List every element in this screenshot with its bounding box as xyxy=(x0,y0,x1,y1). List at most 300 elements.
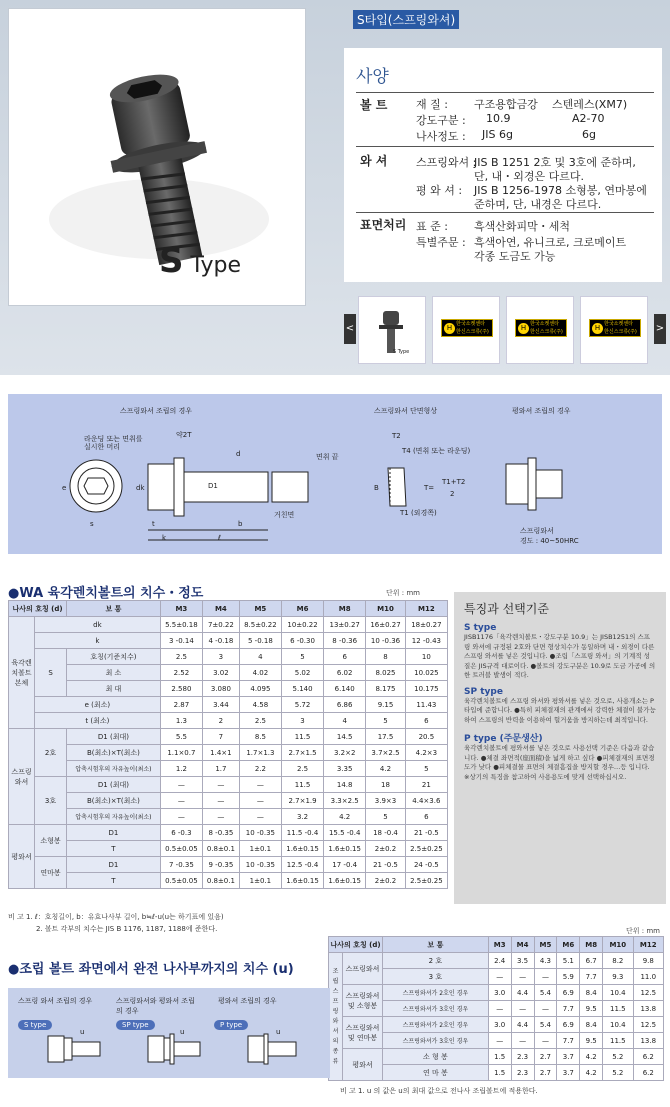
table-cell: 24 -0.5 xyxy=(405,857,447,873)
table-cell: D1 xyxy=(67,857,161,873)
table-cell: 소 형 봉 xyxy=(383,1049,489,1065)
table-cell: M10 xyxy=(366,601,406,617)
table-cell: — xyxy=(160,793,202,809)
table-cell: 1.6±0.15 xyxy=(324,841,366,857)
table-cell: 21 -0.5 xyxy=(366,857,406,873)
diagram-title-3: 평와셔 조립의 경우 xyxy=(512,407,571,415)
table-cell: M3 xyxy=(160,601,202,617)
flat-washer-value: JIS B 1256-1978 소형봉, 연마봉에 xyxy=(474,184,647,197)
table-cell: 7±0.22 xyxy=(202,617,239,633)
table-cell: M10 xyxy=(603,937,633,953)
table-cell: 스프링와셔 및 소형봉 xyxy=(343,985,383,1017)
table-cell: 연마봉 xyxy=(35,857,67,889)
wa-unit: 단위 : mm xyxy=(386,589,420,597)
table-cell: 13.8 xyxy=(633,1033,663,1049)
label-k: k xyxy=(162,534,167,542)
table-cell: — xyxy=(239,793,281,809)
tag-p-type: P type xyxy=(214,1020,248,1030)
table-cell: 스프링와셔가 2호인 경우 xyxy=(383,985,489,1001)
table-row xyxy=(329,937,664,953)
table-cell: 스프링와셔가 3호인 경우 xyxy=(383,1001,489,1017)
type-label xyxy=(159,241,241,281)
table-cell: 7 -0.35 xyxy=(160,857,202,873)
label-t1: T1 (외경쪽) xyxy=(400,509,437,517)
bolt-photo-icon xyxy=(9,9,307,307)
features-panel xyxy=(454,592,666,904)
company-logo xyxy=(515,319,567,337)
table-cell: — xyxy=(511,1001,534,1017)
table-cell: 3.7×2.5 xyxy=(366,745,406,761)
company-logo xyxy=(441,319,493,337)
feature-p-text: 육각렌치볼트에 평와셔를 넣은 것으로 사용선택 기준은 다음과 같습니다. ●체결 좌면적(座面積)을 넓게 하고 싶다 ●피체결재의 표면경도가 낮다 ●피체결물 표면의 체결흠집을 방지할 경우…등 입니다. ※상기의 특징을 참고하여 사용용도에 맞게 선택하십시오. xyxy=(464,744,655,781)
table-cell: 3.7 xyxy=(557,1049,580,1065)
next-arrow-icon[interactable]: > xyxy=(654,314,666,344)
table-cell: 5 xyxy=(366,809,406,825)
table-cell: 최 대 xyxy=(67,681,161,697)
table-cell: 1.5 xyxy=(488,1049,511,1065)
table-cell: 5.2 xyxy=(603,1065,633,1081)
table-cell: M6 xyxy=(557,937,580,953)
flat-washer-value2: 준하며, 단, 내경은 다르다. xyxy=(474,198,602,211)
spring-washer-value: JIS B 1251 2호 및 3호에 준하며, xyxy=(474,156,636,169)
table-cell: 7.7 xyxy=(557,1001,580,1017)
table-cell: 11.5 xyxy=(603,1001,633,1017)
table-cell: 1.1×0.7 xyxy=(160,745,202,761)
table-cell: 7.7 xyxy=(580,969,603,985)
table-cell: M8 xyxy=(580,937,603,953)
table-cell: 3 호 xyxy=(383,969,489,985)
table-cell: 3.080 xyxy=(202,681,239,697)
table-cell: 5 -0.18 xyxy=(239,633,281,649)
table-cell: 연 마 봉 xyxy=(383,1065,489,1081)
table-cell: 3 -0.14 xyxy=(160,633,202,649)
label-s: s xyxy=(90,520,94,528)
label-formula: T= xyxy=(424,484,435,492)
label-spring-washer: 스프링와셔 xyxy=(520,527,554,535)
spring-washer-value2: 단, 내・외경은 다르다. xyxy=(474,170,584,183)
table-cell: 11.43 xyxy=(405,697,447,713)
table-cell: 1.7 xyxy=(202,761,239,777)
table-cell: 8 xyxy=(366,649,406,665)
table-cell: 1±0.1 xyxy=(239,873,281,889)
table-cell: 2 호 xyxy=(383,953,489,969)
table-cell: 6.02 xyxy=(324,665,366,681)
table-cell: 3 xyxy=(281,713,323,729)
table-cell: 2.7×1.5 xyxy=(281,745,323,761)
asm-caption-p: 평와셔 조립의 경우 xyxy=(218,997,277,1005)
table-cell: 2호 xyxy=(35,729,67,777)
table-cell: 1.5 xyxy=(488,1065,511,1081)
accuracy-key: 나사정도 : xyxy=(416,130,466,143)
table-cell: 8.4 xyxy=(580,985,603,1001)
table-cell: 4.2 xyxy=(580,1065,603,1081)
table-cell: 3.0 xyxy=(488,1017,511,1033)
logo-text: 한신스크류(주) xyxy=(530,329,563,335)
spec-divider xyxy=(356,212,654,213)
table-cell: — xyxy=(511,1033,534,1049)
thumbnail-4[interactable] xyxy=(580,296,648,364)
table-cell: 8.4 xyxy=(580,1017,603,1033)
table-cell: 7.7 xyxy=(557,1033,580,1049)
table-cell: — xyxy=(534,1001,557,1017)
table-cell: 5 xyxy=(405,761,447,777)
table-cell: 3.02 xyxy=(202,665,239,681)
material-value-sus: 스텐레스(XM7) xyxy=(552,98,628,111)
spring-washer-key: 스프링와셔 : xyxy=(416,156,477,169)
asm-caption-sp: 스프링와셔와 평와셔 조립의 경우 xyxy=(116,997,195,1015)
table-cell: 5.02 xyxy=(281,665,323,681)
table-cell: 10 -0.36 xyxy=(366,633,406,649)
table-cell: 5.5 xyxy=(160,729,202,745)
table-cell: 5.1 xyxy=(557,953,580,969)
table-cell: T xyxy=(67,841,161,857)
table-cell: 8 -0.36 xyxy=(324,633,366,649)
table-cell: S xyxy=(35,649,67,697)
surface-std-value: 흑색산화피막・세척 xyxy=(474,220,571,233)
table-row xyxy=(9,809,448,825)
u-note: 비 고 1. u 의 값은 u의 최대 값으로 전나사 조립볼트에 적용한다. xyxy=(340,1087,538,1095)
table-cell: 14.8 xyxy=(324,777,366,793)
table-cell: t (최소) xyxy=(35,713,161,729)
table-cell: 4.58 xyxy=(239,697,281,713)
table-cell: M4 xyxy=(202,601,239,617)
table-cell: 6 xyxy=(405,713,447,729)
table-row xyxy=(329,1017,664,1033)
logo-text: 한국소켓센타 xyxy=(456,321,485,327)
table-cell: 4.4 xyxy=(511,985,534,1001)
table-cell: — xyxy=(202,793,239,809)
table-cell: 8.025 xyxy=(366,665,406,681)
table-cell: 8.5±0.22 xyxy=(239,617,281,633)
table-cell: 2 xyxy=(202,713,239,729)
table-cell: 3.3×2.5 xyxy=(324,793,366,809)
table-cell: 4.3 xyxy=(534,953,557,969)
feature-s-type: S type xyxy=(464,623,497,633)
logo-text: 한국소켓센타 xyxy=(604,321,633,327)
surface-label: 표면처리 xyxy=(360,218,407,232)
table-cell: 4.02 xyxy=(239,665,281,681)
thumbnail-2[interactable] xyxy=(432,296,500,364)
table-cell: 9 -0.35 xyxy=(202,857,239,873)
table-cell: e (최소) xyxy=(35,697,161,713)
label-dk: dk xyxy=(136,484,145,492)
table-row xyxy=(9,793,448,809)
table-cell: 2.87 xyxy=(160,697,202,713)
table-cell: B(최소)×T(최소) xyxy=(67,745,161,761)
special-order-value2: 각종 도금도 가능 xyxy=(474,250,556,263)
assembly-drawing-icon xyxy=(8,988,330,1078)
surface-std-key: 표 준 : xyxy=(416,220,448,233)
table-cell: 12.5 xyxy=(633,1017,663,1033)
table-row xyxy=(329,1049,664,1065)
table-cell: 0.5±0.05 xyxy=(160,841,202,857)
table-cell: 11.0 xyxy=(633,969,663,985)
table-row xyxy=(9,729,448,745)
label-head-round-2: 실시한 머리 xyxy=(84,443,121,451)
table-row xyxy=(329,953,664,969)
table-row xyxy=(9,777,448,793)
table-cell: 1.2 xyxy=(160,761,202,777)
table-cell: B(최소)×T(최소) xyxy=(67,793,161,809)
table-cell: 10.025 xyxy=(405,665,447,681)
table-cell: 6.2 xyxy=(633,1065,663,1081)
table-cell: 4.095 xyxy=(239,681,281,697)
table-cell: 소형봉 xyxy=(35,825,67,857)
table-cell: 스프링와셔 xyxy=(343,953,383,985)
table-cell: 2.5±0.25 xyxy=(405,873,447,889)
table-cell: — xyxy=(511,969,534,985)
special-order-key: 특별주문 : xyxy=(416,236,466,249)
wa-table-title: ●WA 육각렌치볼트의 치수・정도 xyxy=(8,586,204,601)
table-cell: — xyxy=(239,777,281,793)
logo-text: 한국소켓센타 xyxy=(530,321,559,327)
label-t2: T2 xyxy=(392,432,401,440)
spec-panel xyxy=(344,48,662,282)
label-two: 2 xyxy=(450,490,455,498)
table-cell: — xyxy=(239,809,281,825)
table-cell: 4.2 xyxy=(324,809,366,825)
table-cell: 17 -0.4 xyxy=(324,857,366,873)
table-cell: 1.4×1 xyxy=(202,745,239,761)
table-cell: M12 xyxy=(633,937,663,953)
table-cell: 6 -0.3 xyxy=(160,825,202,841)
table-cell: 15.5 -0.4 xyxy=(324,825,366,841)
type-word: Type xyxy=(190,253,242,278)
table-cell: 호칭(기준치수) xyxy=(67,649,161,665)
table-cell: 3.5 xyxy=(511,953,534,969)
table-cell: 5.4 xyxy=(534,985,557,1001)
features-title: 특징과 선택기준 xyxy=(464,602,549,616)
table-cell: 5.140 xyxy=(281,681,323,697)
spec-title: 사양 xyxy=(356,67,389,87)
table-cell: 1.7×1.3 xyxy=(239,745,281,761)
table-cell: 스프링와셔가 3호인 경우 xyxy=(383,1033,489,1049)
label-d1: D1 xyxy=(208,482,218,490)
table-cell: 10 -0.35 xyxy=(239,857,281,873)
table-cell: 보 통 xyxy=(383,937,489,953)
table-row xyxy=(329,985,664,1001)
table-cell: 3.0 xyxy=(488,985,511,1001)
thumbnail-1[interactable] xyxy=(358,296,426,364)
label-chamfer: 면취 끝 xyxy=(316,453,339,461)
spec-divider xyxy=(356,146,654,147)
table-cell: 10.4 xyxy=(603,1017,633,1033)
table-row xyxy=(9,873,448,889)
asm-u-2: u xyxy=(180,1028,185,1036)
table-cell: 13±0.27 xyxy=(324,617,366,633)
table-cell: 6.9 xyxy=(557,985,580,1001)
table-cell: 4 xyxy=(324,713,366,729)
table-cell: 6.7 xyxy=(580,953,603,969)
table-cell: k xyxy=(35,633,161,649)
table-cell: T xyxy=(67,873,161,889)
bolt-label: 볼 트 xyxy=(360,98,388,112)
asm-caption-s: 스프링 와셔 조립의 경우 xyxy=(18,997,93,1005)
table-cell: 12.5 -0.4 xyxy=(281,857,323,873)
table-cell: 10.175 xyxy=(405,681,447,697)
strength-value: 10.9 xyxy=(486,112,511,125)
table-cell: 21 -0.5 xyxy=(405,825,447,841)
table-cell: 4.2 xyxy=(580,1049,603,1065)
table-cell: 5 xyxy=(366,713,406,729)
group-body: 육각렌치볼트본체 xyxy=(9,617,35,729)
asm-u-3: u xyxy=(276,1028,281,1036)
table-cell: — xyxy=(160,777,202,793)
table-row xyxy=(9,681,448,697)
table-cell: M8 xyxy=(324,601,366,617)
table-cell: D1 (최대) xyxy=(67,729,161,745)
table-cell: 2.3 xyxy=(511,1049,534,1065)
table-cell: 6 xyxy=(405,809,447,825)
label-incomplete: 거친면 xyxy=(274,511,295,519)
table-cell: 17.5 xyxy=(366,729,406,745)
table-cell: 18 -0.4 xyxy=(366,825,406,841)
company-logo xyxy=(589,319,641,337)
wa-note-1: 비 고 1. ℓ：호칭길이, b：유효나사부 길이, b≒ℓ-u(u는 하기표에 있음) xyxy=(8,913,224,921)
table-cell: 9.5 xyxy=(580,1001,603,1017)
table-cell: 8 -0.35 xyxy=(202,825,239,841)
table-cell: — xyxy=(488,1033,511,1049)
table-cell: 8.5 xyxy=(239,729,281,745)
u-table-title: ●조립 볼트 좌면에서 완전 나사부까지의 치수 (u) xyxy=(8,962,294,977)
strength-key: 강도구분 : xyxy=(416,114,466,127)
table-cell: 9.3 xyxy=(603,969,633,985)
thumbnail-3[interactable] xyxy=(506,296,574,364)
table-cell: 6.86 xyxy=(324,697,366,713)
table-row xyxy=(9,857,448,873)
u-side-label: 조립스프링와셔의종류 xyxy=(329,953,343,1081)
table-cell: — xyxy=(488,1001,511,1017)
u-unit: 단위 : mm xyxy=(626,927,660,935)
strength-value-sus: A2-70 xyxy=(572,112,605,125)
diagram-title-1: 스프링와셔 조립의 경우 xyxy=(120,407,193,415)
table-cell: 3.35 xyxy=(324,761,366,777)
table-cell: 11.5 xyxy=(281,729,323,745)
table-cell: 8.175 xyxy=(366,681,406,697)
table-cell: 2±0.2 xyxy=(366,873,406,889)
accuracy-value-sus: 6g xyxy=(582,128,596,141)
table-cell: 9.8 xyxy=(633,953,663,969)
table-cell: 14.5 xyxy=(324,729,366,745)
product-photo xyxy=(8,8,306,306)
table-cell: 2.5 xyxy=(239,713,281,729)
bolt-thumb-icon xyxy=(359,297,425,363)
table-cell: 5 xyxy=(281,649,323,665)
table-cell: 2.2 xyxy=(239,761,281,777)
col-head-normal: 보 통 xyxy=(67,601,161,617)
u-dimension-table xyxy=(328,936,664,1081)
table-cell: 7 xyxy=(202,729,239,745)
table-cell: 1.3 xyxy=(160,713,202,729)
table-cell: 4 xyxy=(239,649,281,665)
table-cell: 1.6±0.15 xyxy=(281,841,323,857)
table-cell: — xyxy=(534,969,557,985)
table-cell: 2.5 xyxy=(281,761,323,777)
table-row xyxy=(9,697,448,713)
label-2t: 약2T xyxy=(176,431,192,439)
table-cell: 평와셔 xyxy=(343,1049,383,1081)
table-cell: 5.2 xyxy=(603,1049,633,1065)
feature-s-text: JISB1176「육각렌치볼트・강도구분 10.9」는 JISB1251의 스프링 와셔에 규정된 2호와 단면 형상치수가 동일하며 내・외경이 다른 스프링 와셔를 넣은 것입니다. ●조립「스프링 와셔」의 기계적 성질은 JIS규격 대로이다. ●볼트의 강도구분은 10.9로 도금 가공에 의한 트러블 발생이 적다. xyxy=(464,633,656,679)
table-cell: 4.4 xyxy=(511,1017,534,1033)
table-cell: 2.7 xyxy=(534,1049,557,1065)
table-cell: 5.9 xyxy=(557,969,580,985)
thumb-type-label: S Type xyxy=(393,349,410,355)
table-cell: 5.5±0.18 xyxy=(160,617,202,633)
table-cell: 압축시험후의 자유높이(최소) xyxy=(67,809,161,825)
table-cell: 5.72 xyxy=(281,697,323,713)
col-head-size: 나사의 호칭 (d) xyxy=(9,601,67,617)
table-cell: 4.2×3 xyxy=(405,745,447,761)
table-cell: — xyxy=(488,969,511,985)
table-cell: 11.5 xyxy=(281,777,323,793)
table-cell: 16±0.27 xyxy=(366,617,406,633)
table-row xyxy=(9,633,448,649)
diagram-title-2: 스프링와셔 단면형상 xyxy=(374,407,438,415)
table-row xyxy=(9,841,448,857)
assembly-diagram xyxy=(8,988,330,1078)
table-cell: 1.6±0.15 xyxy=(281,873,323,889)
table-row xyxy=(9,617,448,633)
table-row xyxy=(9,761,448,777)
table-cell: 6.2 xyxy=(633,1049,663,1065)
table-cell: 8.2 xyxy=(603,953,633,969)
table-cell: 2.3 xyxy=(511,1065,534,1081)
wa-note-2: 2. 볼트 각부의 치수는 JIS B 1176, 1187, 1188에 준한다. xyxy=(36,925,218,933)
table-cell: 3.2 xyxy=(281,809,323,825)
table-cell: 12 -0.43 xyxy=(405,633,447,649)
table-cell: 나사의 호칭 (d) xyxy=(329,937,383,953)
table-cell: 10 -0.35 xyxy=(239,825,281,841)
table-row xyxy=(9,825,448,841)
table-row xyxy=(9,713,448,729)
table-cell: 10±0.22 xyxy=(281,617,323,633)
accuracy-value: JIS 6g xyxy=(482,128,513,141)
table-cell: 3호 xyxy=(35,777,67,825)
label-hardness: 경도 : 40~50HRC xyxy=(520,537,579,545)
table-cell: 2±0.2 xyxy=(366,841,406,857)
table-cell: 11.5 xyxy=(603,1033,633,1049)
table-cell: 2.5±0.25 xyxy=(405,841,447,857)
table-cell: 12.5 xyxy=(633,985,663,1001)
table-row xyxy=(9,745,448,761)
feature-p-type: P type (주문생산) xyxy=(464,734,543,744)
table-cell: 18 xyxy=(366,777,406,793)
spec-divider xyxy=(356,92,654,93)
label-t4: T4 (면취 또는 라운딩) xyxy=(402,447,471,455)
table-cell: 11.5 -0.4 xyxy=(281,825,323,841)
table-cell: 6.140 xyxy=(324,681,366,697)
table-cell: 9.5 xyxy=(580,1033,603,1049)
table-cell: M3 xyxy=(488,937,511,953)
table-cell: 21 xyxy=(405,777,447,793)
logo-text: 한신스크류(주) xyxy=(604,329,637,335)
type-badge: S타입(스프링와셔) xyxy=(353,10,459,29)
table-cell: 압축시험후의 자유높이(최소) xyxy=(67,761,161,777)
table-cell: 5.4 xyxy=(534,1017,557,1033)
table-cell: 1±0.1 xyxy=(239,841,281,857)
table-cell: 2.4 xyxy=(488,953,511,969)
table-cell: 3.7 xyxy=(557,1065,580,1081)
prev-arrow-icon[interactable]: < xyxy=(344,314,356,344)
asm-u-1: u xyxy=(80,1028,85,1036)
table-row xyxy=(9,649,448,665)
table-cell: 0.8±0.1 xyxy=(202,841,239,857)
table-cell: 6 -0.30 xyxy=(281,633,323,649)
dimension-diagram xyxy=(8,394,662,554)
table-cell: D1 (최대) xyxy=(67,777,161,793)
label-t1t2: T1+T2 xyxy=(442,478,466,486)
